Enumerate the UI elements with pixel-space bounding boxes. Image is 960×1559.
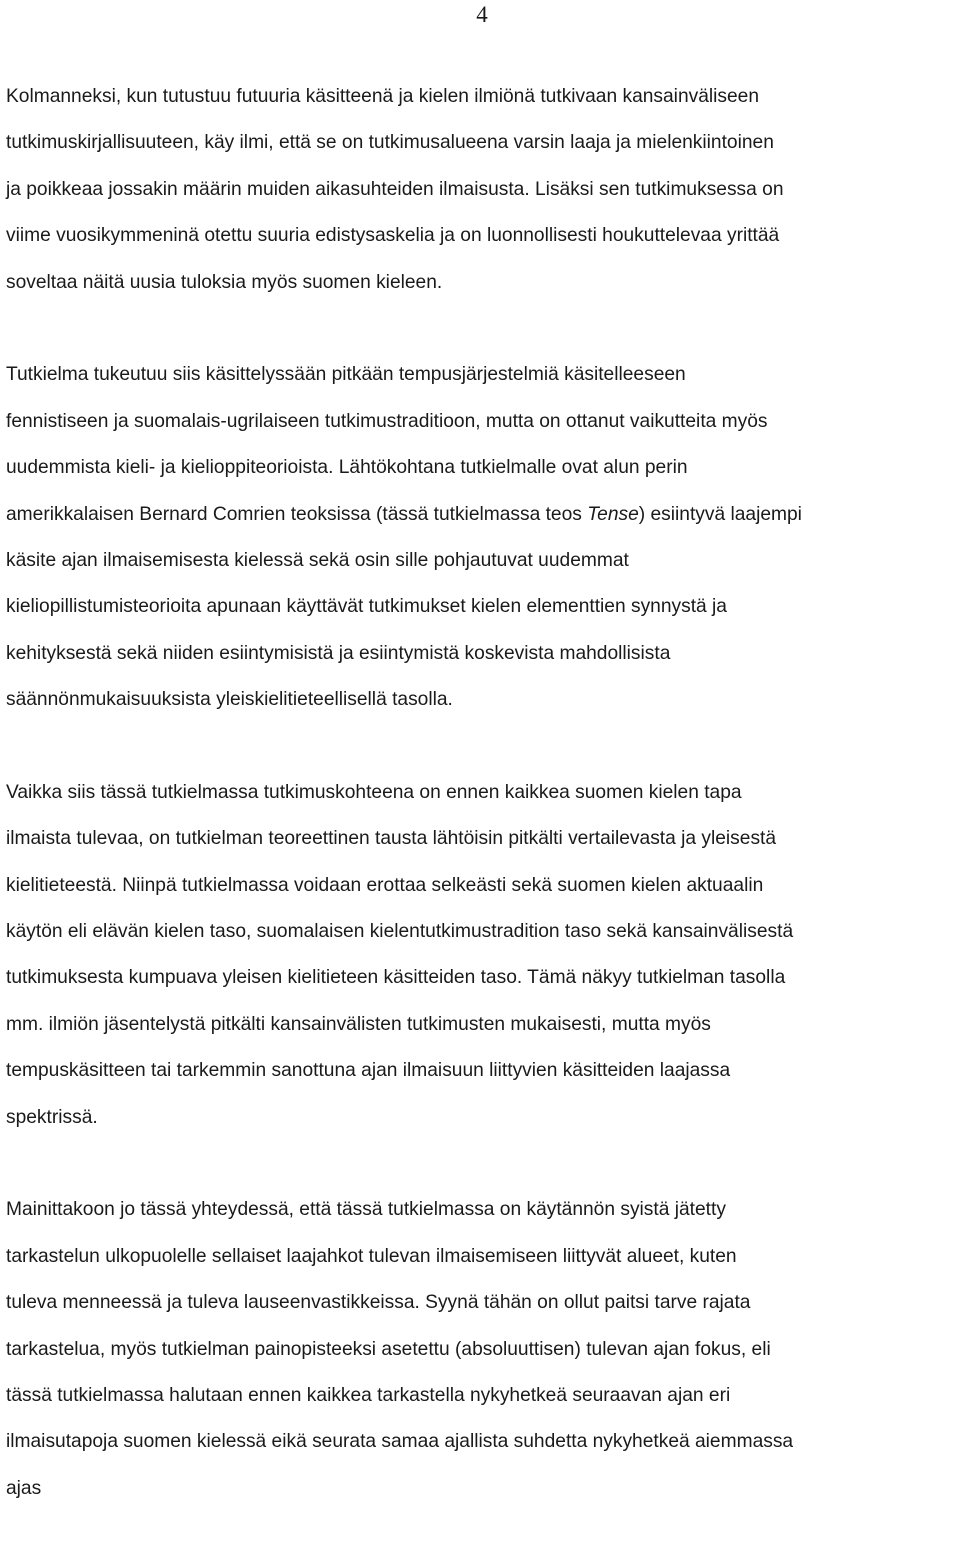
paragraph-3 xyxy=(6,770,956,1141)
text-line: ilmaista tulevaa, on tutkielman teoreettinen tausta lähtöisin pitkälti vertailevasta ja yleisestä xyxy=(6,828,777,850)
text-segment: ) esiintyvä laajempi xyxy=(638,503,802,525)
text-line: viime vuosikymmeninä otettu suuria edistysaskelia ja on luonnollisesti houkuttelevaa yrittää xyxy=(6,225,780,247)
text-line: tutkimuskirjallisuuteen, käy ilmi, että se on tutkimusalueena varsin laaja ja mielenkiintoinen xyxy=(6,132,774,154)
text-line: säännönmukaisuuksista yleiskielitieteellisellä tasolla. xyxy=(6,689,453,711)
text-line: uudemmista kieli- ja kielioppiteorioista. Lähtökohtana tutkielmalle ovat alun perin xyxy=(6,457,688,479)
book-title-italic: Tense xyxy=(587,503,639,525)
text-line: Mainittakoon jo tässä yhteydessä, että tässä tutkielmassa on käytännön syistä jätetty xyxy=(6,1199,726,1221)
text-line: soveltaa näitä uusia tuloksia myös suomen kieleen. xyxy=(6,271,443,293)
text-line: kehityksestä sekä niiden esiintymisistä ja esiintymistä koskevista mahdollisista xyxy=(6,642,671,664)
text-line: kieliopillistumisteorioita apunaan käyttävät tutkimukset kielen elementtien synnystä ja xyxy=(6,596,727,618)
text-line: ilmaisutapoja suomen kielessä eikä seurata samaa ajallista suhdetta nykyhetkeä aiemmassa xyxy=(6,1431,794,1453)
text-line: tuleva menneessä ja tuleva lauseenvastikkeissa. Syynä tähän on ollut paitsi tarve rajata xyxy=(6,1292,751,1314)
text-line: Tutkielma tukeutuu siis käsittelyssään pitkään tempusjärjestelmiä käsitelleeseen xyxy=(6,364,686,386)
page-number: 4 xyxy=(476,2,488,27)
text-line: ajas xyxy=(6,1477,42,1499)
text-line: tutkimuksesta kumpuava yleisen kielitieteen käsitteiden taso. Tämä näkyy tutkielman tasolla xyxy=(6,967,786,989)
text-line: spektrissä. xyxy=(6,1106,98,1128)
text-line: ja poikkeaa jossakin määrin muiden aikasuhteiden ilmaisusta. Lisäksi sen tutkimuksessa on xyxy=(6,178,784,200)
text-line-with-italic xyxy=(6,492,956,538)
text-line: tarkastelun ulkopuolelle sellaiset laajahkot tulevan ilmaisemiseen liittyvät alueet, kuten xyxy=(6,1245,737,1267)
text-line: käytön eli elävän kielen taso, suomalaisen kielentutkimustradition taso sekä kansainvälisestä xyxy=(6,921,794,943)
text-line: tarkastelua, myös tutkielman painopisteeksi asetettu (absoluuttisen) tulevan ajan fokus, eli xyxy=(6,1338,771,1360)
text-line: fennistiseen ja suomalais-ugrilaiseen tutkimustraditioon, mutta on ottanut vaikutteita myös xyxy=(6,410,768,432)
text-line: mm. ilmiön jäsentelystä pitkälti kansainvälisten tutkimusten mukaisesti, mutta myös xyxy=(6,1013,711,1035)
paragraph-2 xyxy=(6,352,956,723)
paragraph-4 xyxy=(6,1187,956,1512)
body-text xyxy=(6,74,956,1559)
text-segment: amerikkalaisen Bernard Comrien teoksissa (tässä tutkielmassa teos xyxy=(6,503,588,525)
text-line: tempuskäsitteen tai tarkemmin sanottuna ajan ilmaisuun liittyvien käsitteiden laajassa xyxy=(6,1060,731,1082)
text-line: käsite ajan ilmaisemisesta kielessä sekä osin sille pohjautuvat uudemmat xyxy=(6,549,629,571)
text-line: tässä tutkielmassa halutaan ennen kaikkea tarkastella nykyhetkeä seuraavan ajan eri xyxy=(6,1384,731,1406)
text-line: Vaikka siis tässä tutkielmassa tutkimuskohteena on ennen kaikkea suomen kielen tapa xyxy=(6,781,742,803)
text-line: Kolmanneksi, kun tutustuu futuuria käsitteenä ja kielen ilmiönä tutkivaan kansainväliseen xyxy=(6,86,760,107)
paragraph-1 xyxy=(6,74,956,306)
text-line: kielitieteestä. Niinpä tutkielmassa voidaan erottaa selkeästi sekä suomen kielen aktuaalin xyxy=(6,874,764,896)
